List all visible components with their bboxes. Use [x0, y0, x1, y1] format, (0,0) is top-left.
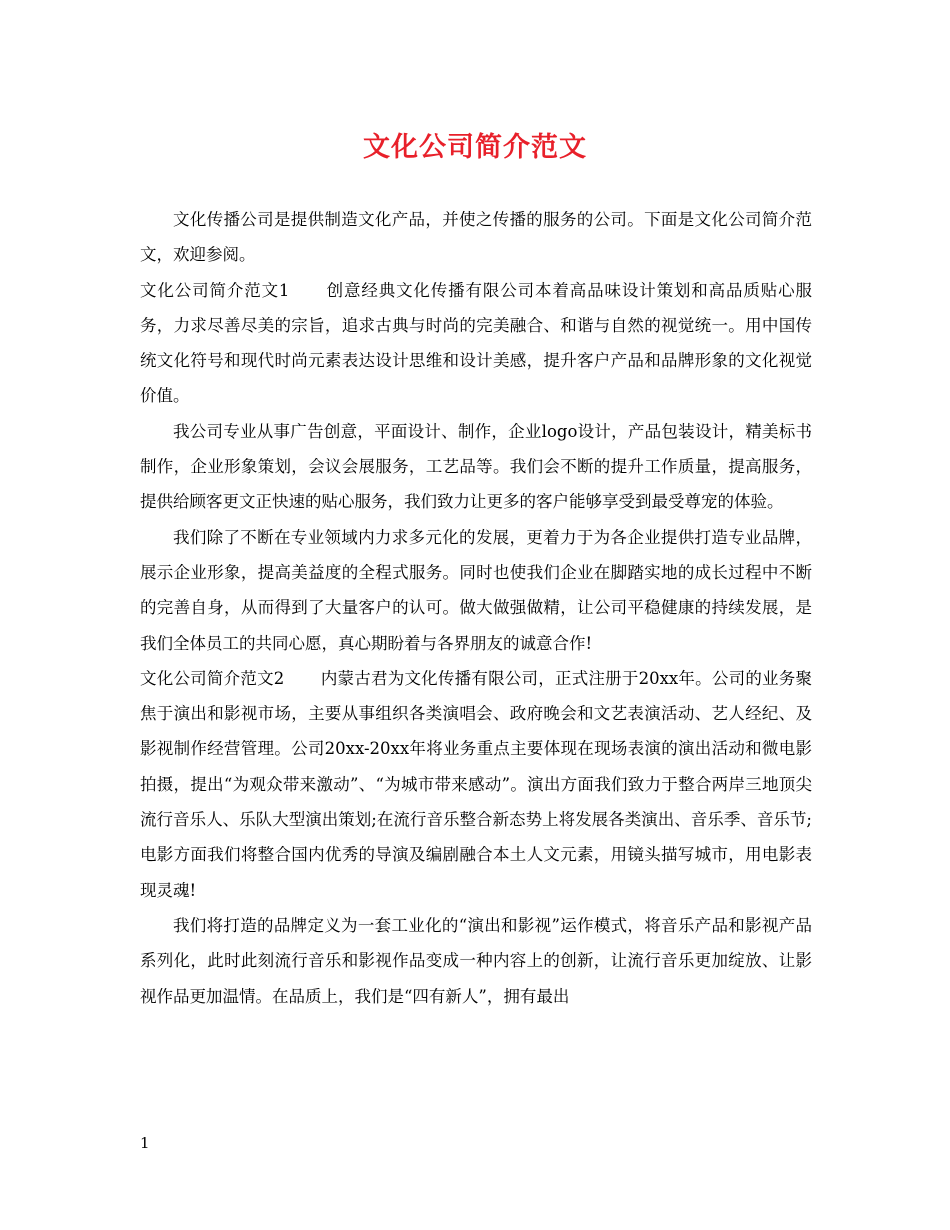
paragraph-development: [140, 520, 812, 661]
paragraph-text: 文化传播公司是提供制造文化产品，并使之传播的服务的公司。下面是文化公司简介范文，欢迎参阅。: [140, 210, 812, 265]
paragraph-brand: [140, 908, 812, 1014]
paragraph-sample-1: [140, 273, 812, 414]
document-title: 文化公司简介范文: [363, 132, 587, 163]
paragraph-intro: [140, 202, 812, 273]
paragraph-text: 我公司专业从事广告创意，平面设计、制作，企业logo设计，产品包装设计，精美标书制作，企业形象策划，会议会展服务，工艺品等。我们会不断的提升工作质量，提高服务，提供给顾客更文正快速的贴心服务，我们致力让更多的客户能够享受到最受尊宠的体验。: [140, 421, 812, 512]
section-label-sample-1: 文化公司简介范文1: [140, 280, 290, 300]
page-number: 1: [140, 1134, 150, 1152]
paragraph-text: 我们除了不断在专业领域内力求多元化的发展，更着力于为各企业提供打造专业品牌，展示企业形象，提高美益度的全程式服务。同时也使我们企业在脚踏实地的成长过程中不断的完善自身，从而得到了大量客户的认可。做大做强做精，让公司平稳健康的持续发展，是我们全体员工的共同心愿，真心期盼着与各界朋友的诚意合作!: [140, 527, 812, 653]
paragraph-text: 我们将打造的品牌定义为一套工业化的“演出和影视”运作模式，将音乐产品和影视产品系列化，此时此刻流行音乐和影视作品变成一种内容上的创新，让流行音乐更加绽放、让影视作品更加温情。在品质上，我们是“四有新人”，拥有最出: [140, 915, 812, 1006]
paragraph-services: [140, 414, 812, 520]
paragraph-sample-2: [140, 661, 812, 908]
section-label-sample-2: 文化公司简介范文2: [140, 668, 285, 688]
document-body: [140, 202, 812, 1014]
paragraph-text: 内蒙古君为文化传播有限公司，正式注册于20xx年。公司的业务聚焦于演出和影视市场，主要从事组织各类演唱会、政府晚会和文艺表演活动、艺人经纪、及影视制作经营管理。公司20xx-20xx年将业务重点主要体现在现场表演的演出活动和微电影拍摄，提出“为观众带来激动”、“为城市带来感动”。演出方面我们致力于整合两岸三地顶尖流行音乐人、乐队大型演出策划;在流行音乐整合新态势上将发展各类演出、音乐季、音乐节;电影方面我们将整合国内优秀的导演及编剧融合本土人文元素，用镜头描写城市，用电影表现灵魂!: [140, 668, 812, 900]
paragraph-text: 创意经典文化传播有限公司本着高品味设计策划和高品质贴心服务，力求尽善尽美的宗旨，追求古典与时尚的完美融合、和谐与自然的视觉统一。用中国传统文化符号和现代时尚元素表达设计思维和设计美感，提升客户产品和品牌形象的文化视觉价值。: [140, 280, 813, 406]
